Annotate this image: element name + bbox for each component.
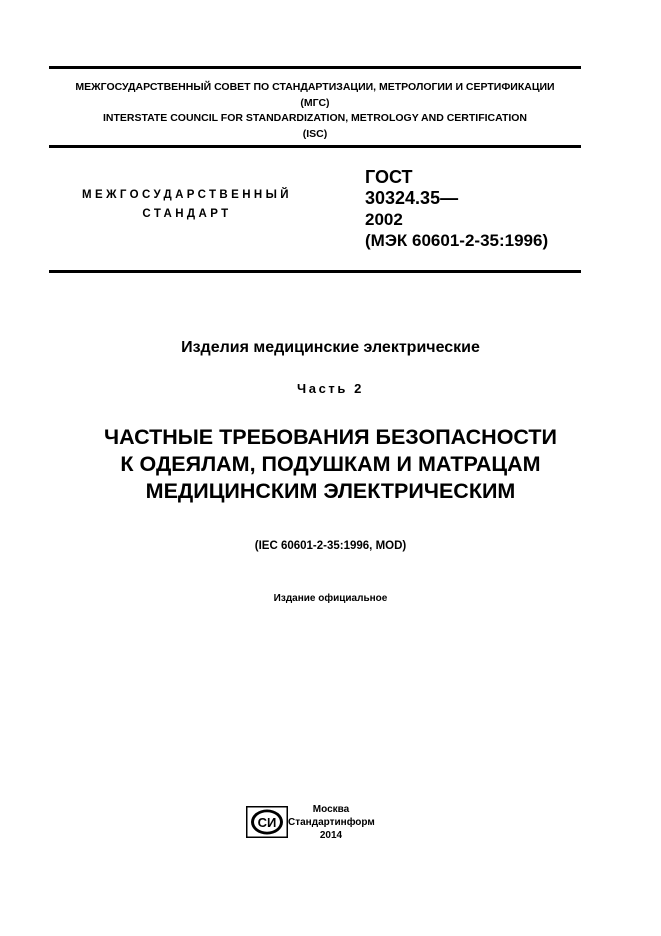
council-name-en: INTERSTATE COUNCIL FOR STANDARDIZATION, METROLOGY AND CERTIFICATION (102, 112, 528, 124)
designation-year: 2002 (365, 210, 403, 229)
document-title (0, 424, 661, 505)
council-abbr-en: (ISC) (302, 127, 328, 140)
publisher-name: Стандартинформ (288, 817, 375, 828)
council-abbr-ru: (МГС) (300, 96, 330, 109)
iec-equivalent: (IEC 60601-2-35:1996, MOD) (254, 540, 407, 552)
title-line-2: К ОДЕЯЛАМ, ПОДУШКАМ И МАТРАЦАМ (120, 452, 541, 476)
top-rule (49, 66, 581, 69)
standartinform-logo-icon (246, 806, 288, 838)
publisher-year: 2014 (319, 830, 343, 841)
standard-kind-line1: МЕЖГОСУДАРСТВЕННЫЙ (82, 189, 292, 201)
council-name-ru: МЕЖГОСУДАРСТВЕННЫЙ СОВЕТ ПО СТАНДАРТИЗАЦИИ, МЕТРОЛОГИИ И СЕРТИФИКАЦИИ (75, 81, 555, 93)
part-label: Часть 2 (297, 381, 364, 396)
title-line-1: ЧАСТНЫЕ ТРЕБОВАНИЯ БЕЗОПАСНОСТИ (104, 425, 557, 449)
designation-number: 30324.35— (365, 188, 459, 208)
designation-bottom-rule (49, 270, 581, 273)
publisher-imprint (288, 803, 374, 842)
series-title: Изделия медицинские электрические (181, 339, 480, 356)
header-bottom-rule (49, 145, 581, 148)
designation-prefix: ГОСТ (365, 167, 413, 187)
edition-label: Издание официальное (273, 593, 388, 604)
standard-kind-line2: СТАНДАРТ (142, 208, 232, 220)
standard-kind (62, 186, 312, 224)
designation-iec-ref: (МЭК 60601-2-35:1996) (365, 231, 549, 250)
publisher-city: Москва (312, 804, 350, 815)
logo-letters: СИ (257, 815, 277, 830)
title-line-3: МЕДИЦИНСКИМ ЭЛЕКТРИЧЕСКИМ (145, 479, 516, 503)
council-header (49, 80, 581, 142)
standard-designation (365, 167, 548, 251)
